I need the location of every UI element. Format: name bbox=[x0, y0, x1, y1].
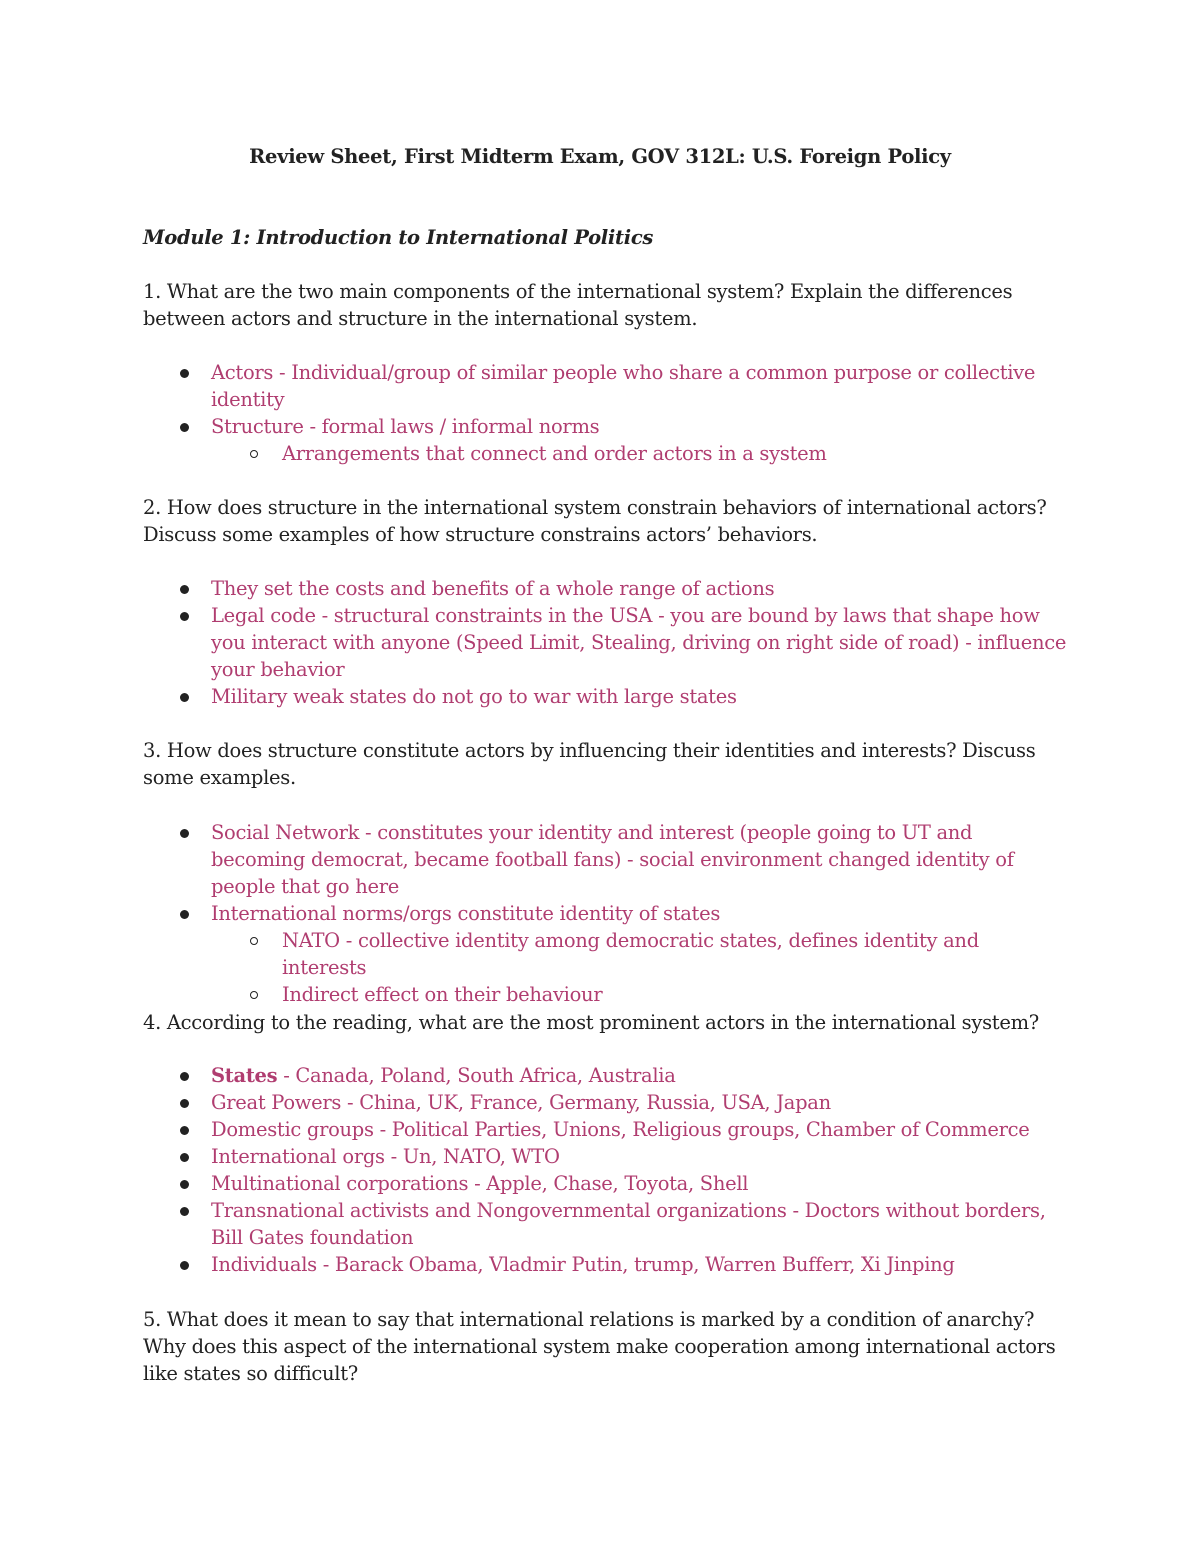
answer-text: Multinational corporations - Apple, Chase, Toyota, Shell bbox=[211, 1172, 749, 1195]
bullet-icon bbox=[180, 423, 189, 432]
answer-item bbox=[0, 1170, 1071, 1197]
bullet-icon bbox=[180, 1072, 189, 1081]
answer-item bbox=[0, 1062, 1071, 1089]
page-title: Review Sheet, First Midterm Exam, GOV 312L: U.S. Foreign Policy bbox=[249, 145, 951, 168]
answer-item bbox=[0, 900, 1071, 927]
answer-text: Arrangements that connect and order actors in a system bbox=[282, 442, 827, 465]
question-2: 2. How does structure in the international system constrain behaviors of international actors? Discuss some examples of how structure constrains actors’ behaviors. bbox=[143, 496, 1047, 546]
bullet-icon bbox=[180, 829, 189, 838]
answer-text: Individuals - Barack Obama, Vladmir Putin, trump, Warren Bufferr, Xi Jinping bbox=[211, 1253, 955, 1276]
answer-text: International orgs - Un, NATO, WTO bbox=[211, 1145, 560, 1168]
bullet-icon bbox=[180, 612, 189, 621]
answer-text: NATO - collective identity among democratic states, defines identity and interests bbox=[282, 929, 979, 979]
answer-item bbox=[0, 575, 1071, 602]
question-4: 4. According to the reading, what are the most prominent actors in the international system? bbox=[143, 1011, 1039, 1034]
answer-text: International norms/orgs constitute identity of states bbox=[211, 902, 721, 925]
answer-item bbox=[0, 683, 1071, 710]
hollow-bullet-icon bbox=[250, 937, 258, 945]
bullet-icon bbox=[180, 693, 189, 702]
answer-text: They set the costs and benefits of a whole range of actions bbox=[211, 577, 775, 600]
question-5: 5. What does it mean to say that international relations is marked by a condition of anarchy? Why does this aspect of the international system make cooperation among international actors like states so difficult? bbox=[143, 1308, 1056, 1385]
answer-bold-term: States bbox=[211, 1064, 278, 1087]
answer-list-1 bbox=[0, 359, 1200, 467]
answer-text: Structure - formal laws / informal norms bbox=[211, 415, 600, 438]
answer-item bbox=[0, 1251, 1071, 1278]
answer-text: Indirect effect on their behaviour bbox=[282, 983, 603, 1006]
answer-item bbox=[0, 413, 1071, 440]
answer-item bbox=[0, 1197, 1071, 1251]
answer-text: Social Network - constitutes your identity and interest (people going to UT and becoming democrat, became football fans) - social environment changed identity of people that go here bbox=[211, 821, 1014, 898]
bullet-icon bbox=[180, 369, 189, 378]
answer-subitem bbox=[0, 440, 1062, 467]
hollow-bullet-icon bbox=[250, 450, 258, 458]
answer-text: Transnational activists and Nongovernmental organizations - Doctors without borders, Bill Gates foundation bbox=[211, 1199, 1046, 1249]
answer-list-4 bbox=[0, 1062, 1200, 1278]
question-1: 1. What are the two main components of the international system? Explain the differences between actors and structure in the international system. bbox=[143, 280, 1013, 330]
bullet-icon bbox=[180, 1261, 189, 1270]
answer-item bbox=[0, 602, 1071, 683]
question-3: 3. How does structure constitute actors by influencing their identities and interests? Discuss some examples. bbox=[143, 739, 1036, 789]
answer-text: Great Powers - China, UK, France, Germany, Russia, USA, Japan bbox=[211, 1091, 831, 1114]
bullet-icon bbox=[180, 1126, 189, 1135]
bullet-icon bbox=[180, 1099, 189, 1108]
answer-item bbox=[0, 1143, 1071, 1170]
bullet-icon bbox=[180, 1207, 189, 1216]
answer-item bbox=[0, 1089, 1071, 1116]
answer-text: Military weak states do not go to war with large states bbox=[211, 685, 737, 708]
answer-text: Legal code - structural constraints in the USA - you are bound by laws that shape how you interact with anyone (Speed Limit, Stealing, driving on right side of road) - influence your behavior bbox=[211, 604, 1067, 681]
answer-subitem bbox=[0, 981, 1062, 1008]
answer-list-2 bbox=[0, 575, 1200, 710]
hollow-bullet-icon bbox=[250, 991, 258, 999]
answer-list-3 bbox=[0, 819, 1200, 1008]
bullet-icon bbox=[180, 910, 189, 919]
module-heading: Module 1: Introduction to International Politics bbox=[143, 226, 654, 249]
answer-text: Domestic groups - Political Parties, Unions, Religious groups, Chamber of Commerce bbox=[211, 1118, 1030, 1141]
bullet-icon bbox=[180, 1153, 189, 1162]
bullet-icon bbox=[180, 1180, 189, 1189]
answer-item bbox=[0, 819, 1071, 900]
answer-subitem bbox=[0, 927, 1062, 981]
answer-text: - Canada, Poland, South Africa, Australia bbox=[277, 1064, 676, 1087]
bullet-icon bbox=[180, 585, 189, 594]
answer-text: Actors - Individual/group of similar people who share a common purpose or collective identity bbox=[211, 361, 1036, 411]
answer-item bbox=[0, 359, 1071, 413]
answer-item bbox=[0, 1116, 1071, 1143]
